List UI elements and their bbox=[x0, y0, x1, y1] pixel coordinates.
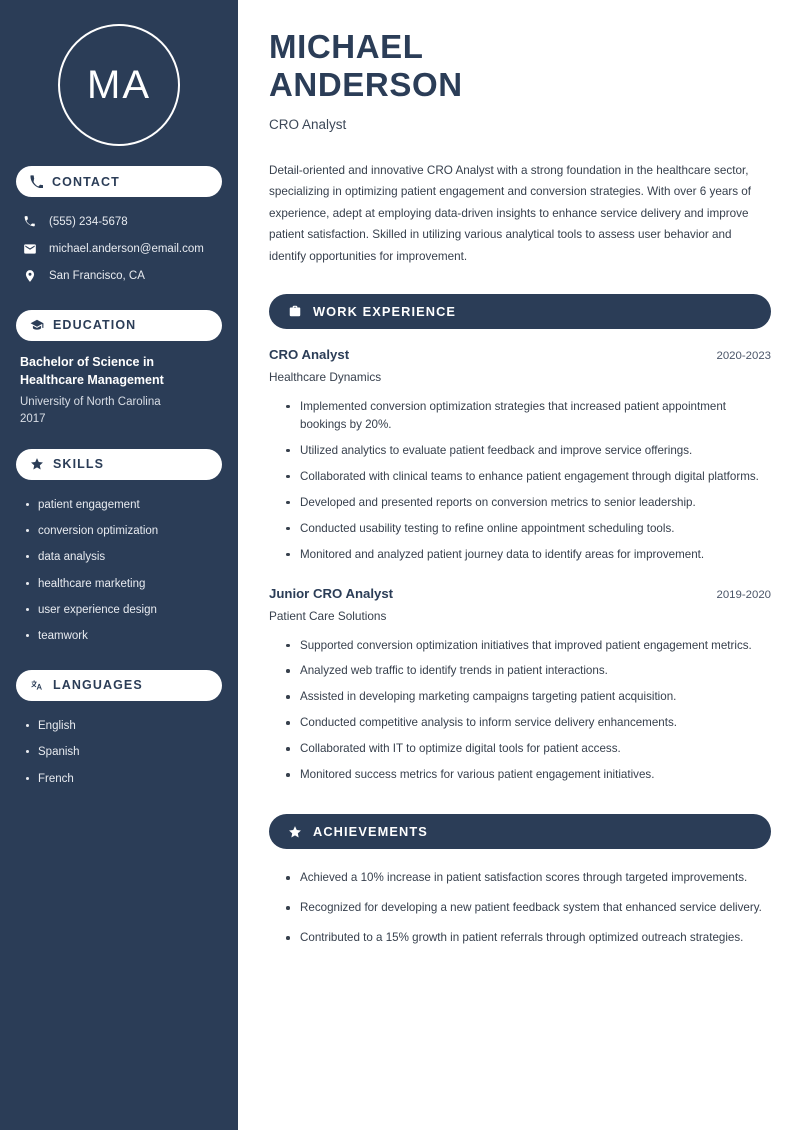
contact-email-value: michael.anderson@email.com bbox=[49, 242, 204, 255]
phone-icon bbox=[22, 215, 38, 229]
section-header-skills bbox=[16, 449, 222, 480]
contact-phone-value: (555) 234-5678 bbox=[49, 216, 128, 228]
list-item: Conducted competitive analysis to inform service delivery enhancements. bbox=[283, 710, 771, 736]
job-header bbox=[269, 347, 771, 362]
list-item: Collaborated with IT to optimize digital tools for patient access. bbox=[283, 736, 771, 762]
list-item: conversion optimization bbox=[24, 518, 222, 544]
list-item: healthcare marketing bbox=[24, 571, 222, 597]
section-header-contact bbox=[16, 166, 222, 197]
list-item: English bbox=[24, 713, 222, 739]
skills-list bbox=[16, 492, 222, 650]
contact-location-value: San Francisco, CA bbox=[49, 269, 145, 282]
job-dates: 2020-2023 bbox=[716, 349, 771, 362]
job-entry bbox=[269, 586, 771, 789]
section-header-contact-label: CONTACT bbox=[52, 174, 120, 189]
avatar bbox=[16, 24, 222, 146]
job-title: Junior CRO Analyst bbox=[269, 585, 394, 601]
section-header-education bbox=[16, 310, 222, 341]
languages-list bbox=[16, 713, 222, 792]
section-header-achievements bbox=[269, 814, 771, 849]
job-company: Healthcare Dynamics bbox=[269, 369, 382, 384]
envelope-icon bbox=[22, 242, 38, 256]
briefcase-icon bbox=[288, 304, 302, 318]
education-school: University of North Carolina bbox=[20, 396, 161, 409]
list-item: Conducted usability testing to refine online appointment scheduling tools. bbox=[283, 516, 771, 542]
list-item: French bbox=[24, 766, 222, 792]
job-bullets bbox=[269, 633, 771, 789]
page-title bbox=[269, 28, 771, 105]
sidebar bbox=[0, 0, 238, 1130]
list-item: Contributed to a 15% growth in patient referrals through optimized outreach strategies. bbox=[283, 923, 771, 953]
list-item: Analyzed web traffic to identify trends in patient interactions. bbox=[283, 658, 771, 684]
last-name: ANDERSON bbox=[269, 66, 463, 104]
location-pin-icon bbox=[22, 269, 38, 283]
list-item: Assisted in developing marketing campaigns targeting patient acquisition. bbox=[283, 684, 771, 710]
section-header-achievements-label: ACHIEVEMENTS bbox=[313, 824, 428, 840]
contact-location bbox=[16, 263, 222, 290]
list-item: Spanish bbox=[24, 739, 222, 765]
translate-icon bbox=[30, 678, 44, 692]
list-item: user experience design bbox=[24, 597, 222, 623]
section-header-work-experience-label: WORK EXPERIENCE bbox=[313, 303, 457, 319]
contact-email bbox=[16, 236, 222, 263]
job-company: Patient Care Solutions bbox=[269, 608, 387, 623]
job-dates: 2019-2020 bbox=[716, 588, 771, 601]
list-item: Developed and presented reports on conversion metrics to senior leadership. bbox=[283, 490, 771, 516]
list-item: Recognized for developing a new patient feedback system that enhanced service delivery. bbox=[283, 893, 771, 923]
list-item: Utilized analytics to evaluate patient feedback and improve service offerings. bbox=[283, 438, 771, 464]
job-title: CRO Analyst bbox=[269, 346, 350, 362]
section-header-languages bbox=[16, 670, 222, 701]
section-header-work-experience bbox=[269, 294, 771, 329]
star-icon bbox=[288, 825, 302, 839]
list-item: Monitored success metrics for various patient engagement initiatives. bbox=[283, 762, 771, 788]
education-year: 2017 bbox=[20, 413, 46, 426]
section-header-skills-label: SKILLS bbox=[53, 457, 105, 472]
job-role-subtitle: CRO Analyst bbox=[269, 116, 347, 132]
education-entry bbox=[16, 353, 222, 429]
job-entry bbox=[269, 347, 771, 568]
list-item: Implemented conversion optimization strategies that increased patient appointment bookings by 20%. bbox=[283, 394, 771, 438]
job-header bbox=[269, 586, 771, 601]
achievements-list bbox=[269, 863, 771, 953]
first-name: MICHAEL bbox=[269, 28, 424, 65]
list-item: patient engagement bbox=[24, 492, 222, 518]
graduation-cap-icon bbox=[30, 318, 44, 332]
section-header-languages-label: LANGUAGES bbox=[53, 678, 143, 693]
list-item: Monitored and analyzed patient journey data to identify areas for improvement. bbox=[283, 542, 771, 568]
education-degree: Bachelor of Science in Healthcare Management bbox=[20, 354, 164, 387]
list-item: Collaborated with clinical teams to enhance patient engagement through digital platforms. bbox=[283, 464, 771, 490]
list-item: data analysis bbox=[24, 544, 222, 570]
job-bullets bbox=[269, 394, 771, 568]
professional-summary: Detail-oriented and innovative CRO Analyst with a strong foundation in the healthcare sector, specializing in optimizing patient engagement and conversion strategies. With over 6 years of experience, adept at employing data-driven insights to enhance service delivery and improve patient satisfaction. Skilled in utilizing various analytical tools to assess user behavior and identify opportunities for improvement. bbox=[269, 163, 752, 264]
contact-phone bbox=[16, 209, 222, 236]
main-content bbox=[238, 0, 800, 1130]
achievements-section bbox=[269, 814, 771, 953]
list-item: teamwork bbox=[24, 623, 222, 649]
list-item: Supported conversion optimization initiatives that improved patient engagement metrics. bbox=[283, 633, 771, 659]
monogram-initials: MA bbox=[58, 24, 180, 146]
phone-icon bbox=[30, 175, 43, 188]
list-item: Achieved a 10% increase in patient satisfaction scores through targeted improvements. bbox=[283, 863, 771, 893]
contact-list bbox=[16, 209, 222, 290]
section-header-education-label: EDUCATION bbox=[53, 318, 137, 333]
star-icon bbox=[30, 457, 44, 471]
